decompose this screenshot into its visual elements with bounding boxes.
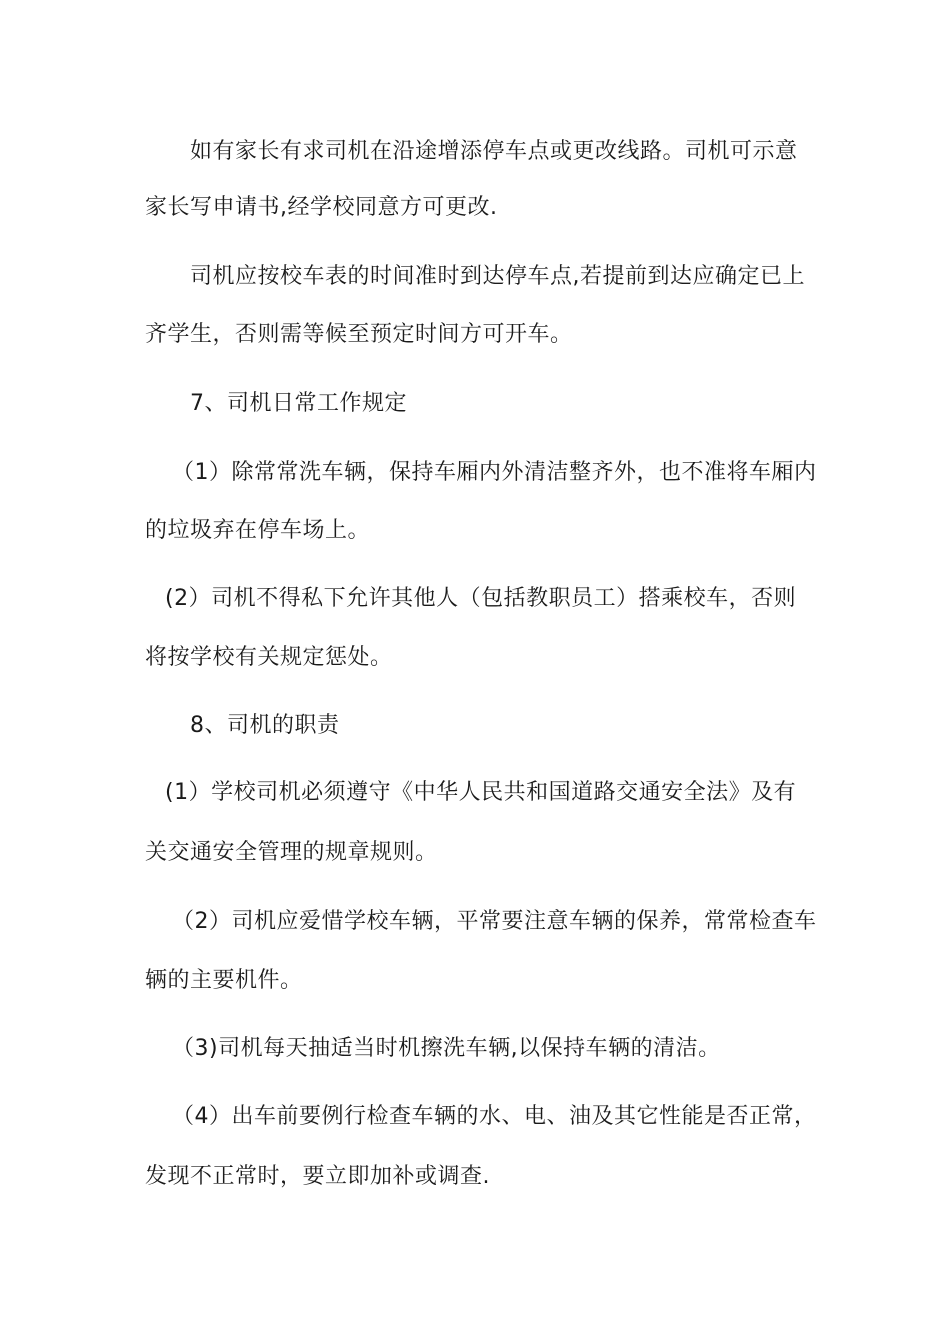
paragraph-7-2-line-1: (2）司机不得私下允许其他人（包括教职员工）搭乘校车，否则 (165, 586, 797, 611)
paragraph-8-4-line-1: （4）出车前要例行检查车辆的水、电、油及其它性能是否正常， (172, 1104, 817, 1129)
paragraph-1-line-1: 如有家长有求司机在沿途增添停车点或更改线路。司机可示意 (190, 139, 798, 164)
section-heading-8: 8、司机的职责 (190, 713, 340, 738)
paragraph-8-2-line-1: （2）司机应爱惜学校车辆，平常要注意车辆的保养，常常检查车 (172, 909, 817, 934)
paragraph-2-line-1: 司机应按校车表的时间准时到达停车点,若提前到达应确定已上 (190, 264, 805, 289)
paragraph-2-line-2: 齐学生，否则需等候至预定时间方可开车。 (145, 322, 573, 347)
paragraph-7-2-line-2: 将按学校有关规定惩处。 (145, 645, 393, 670)
section-heading-7: 7、司机日常工作规定 (190, 391, 407, 416)
paragraph-8-1-line-1: (1）学校司机必须遵守《中华人民共和国道路交通安全法》及有 (165, 780, 797, 805)
paragraph-8-2-line-2: 辆的主要机件。 (145, 968, 303, 993)
paragraph-1-line-2: 家长写申请书,经学校同意方可更改. (145, 195, 498, 220)
paragraph-8-4-line-2: 发现不正常时，要立即加补或调查. (145, 1164, 490, 1189)
paragraph-7-1-line-1: （1）除常常洗车辆，保持车厢内外清洁整齐外，也不准将车厢内 (172, 460, 817, 485)
paragraph-8-3-line-1: （3)司机每天抽适当时机擦洗车辆,以保持车辆的清洁。 (172, 1036, 721, 1061)
paragraph-8-1-line-2: 关交通安全管理的规章规则。 (145, 840, 438, 865)
paragraph-7-1-line-2: 的垃圾弃在停车场上。 (145, 518, 371, 543)
